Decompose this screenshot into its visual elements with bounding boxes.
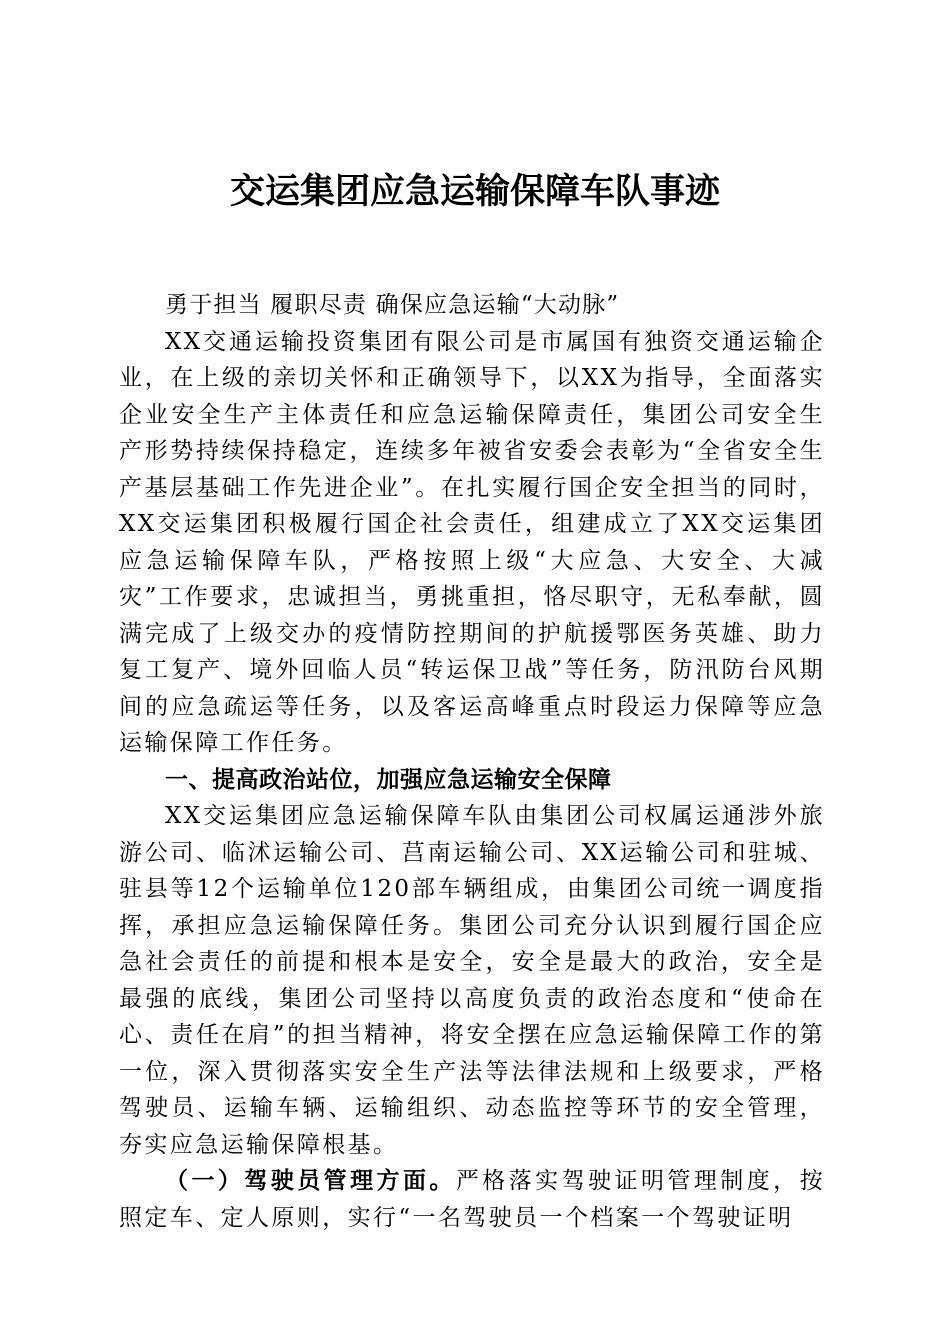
intro-paragraph: XX交通运输投资集团有限公司是市属国有独资交通运输企业，在上级的亲切关怀和正确领导下，以XX为指导，全面落实企业安全生产主体责任和应急运输保障责任，集团公司安全生产形势持续保持稳定，连续多年被省安委会表彰为“全省安全生产基层基础工作先进企业”。在扎实履行国企安全担当的同时，XX交运集团积极履行国企社会责任，组建成立了XX交运集团应急运输保障车队，严格按照上级“大应急、大安全、大减灾”工作要求，忠诚担当，勇挑重担，恪尽职守，无私奉献，圆满完成了上级交办的疫情防控期间的护航援鄂医务英雄、助力复工复产、境外回临人员“转运保卫战”等任务，防汛防台风期间的应急疏运等任务，以及客运高峰重点时段运力保障等应急运输保障工作任务。: [119, 328, 825, 756]
document-title: 交运集团应急运输保障车队事迹: [229, 171, 720, 212]
document-body: [119, 287, 825, 1236]
subsection-paragraph: [119, 1163, 825, 1236]
subsection-label: （一）驾驶员管理方面。: [165, 1167, 456, 1194]
document-subtitle: 勇于担当 履职尽责 确保应急运输“大动脉”: [165, 292, 620, 318]
section-heading: 一、提高政治站位，加强应急运输安全保障: [165, 766, 612, 793]
subsection-text: 严格落实驾驶证明管理制度，按照定车、定人原则，实行“一名驾驶员一个档案一个驾驶证明: [119, 1168, 825, 1231]
section-paragraph: XX交运集团应急运输保障车队由集团公司权属运通涉外旅游公司、临沭运输公司、莒南运输公司、XX运输公司和驻城、驻县等12个运输单位120部车辆组成，由集团公司统一调度指挥，承担应急运输保障任务。集团公司充分认识到履行国企应急社会责任的前提和根本是安全，安全是最大的政治，安全是最强的底线，集团公司坚持以高度负责的政治态度和“使命在心、责任在肩”的担当精神，将安全摆在应急运输保障工作的第一位，深入贯彻落实安全生产法等法律法规和上级要求，严格驾驶员、运输车辆、运输组织、动态监控等环节的安全管理，夯实应急运输保障根基。: [119, 803, 825, 1158]
